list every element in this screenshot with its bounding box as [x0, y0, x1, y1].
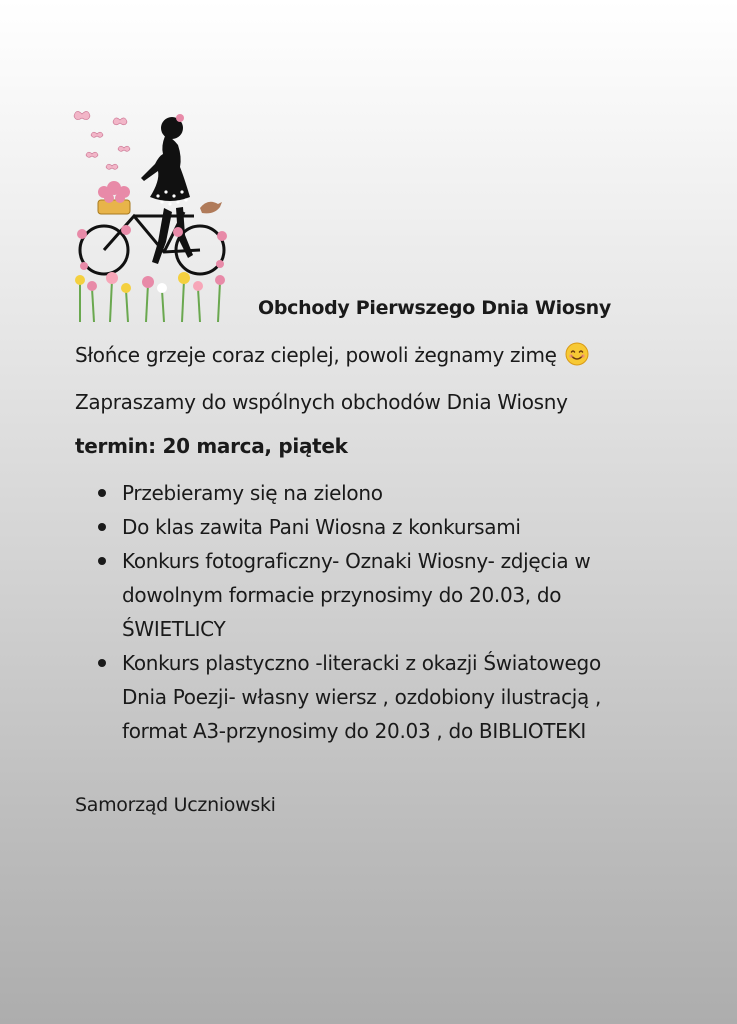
list-item: Przebieramy się na zielono — [98, 476, 668, 510]
bullet-icon — [98, 557, 106, 565]
invite-line: Zapraszamy do wspólnych obchodów Dnia Wiosny — [75, 390, 568, 414]
butterfly-icon — [74, 111, 130, 169]
date-line: termin: 20 marca, piątek — [75, 434, 348, 458]
signature: Samorząd Uczniowski — [75, 794, 276, 816]
list-item: Konkurs fotograficzny- Oznaki Wiosny- zdjęcia w dowolnym formacie przynosimy do 20.03, do ŚWIETLICY — [98, 544, 668, 646]
event-list — [98, 476, 668, 748]
intro-line — [75, 342, 589, 367]
bullet-icon — [98, 523, 106, 531]
girl-on-bicycle-illustration — [72, 104, 232, 322]
page-title: Obchody Pierwszego Dnia Wiosny — [258, 297, 611, 319]
intro-text: Słońce grzeje coraz cieplej, powoli żegnamy zimę — [75, 343, 557, 367]
list-item: Do klas zawita Pani Wiosna z konkursami — [98, 510, 668, 544]
smiling-face-icon — [565, 342, 589, 366]
list-item: Konkurs plastyczno -literacki z okazji Światowego Dnia Poezji- własny wiersz , ozdobiony ilustracją , format A3-przynosimy do 20.03 , do BIBLIOTEKI — [98, 646, 668, 748]
bullet-icon — [98, 489, 106, 497]
bullet-icon — [98, 659, 106, 667]
